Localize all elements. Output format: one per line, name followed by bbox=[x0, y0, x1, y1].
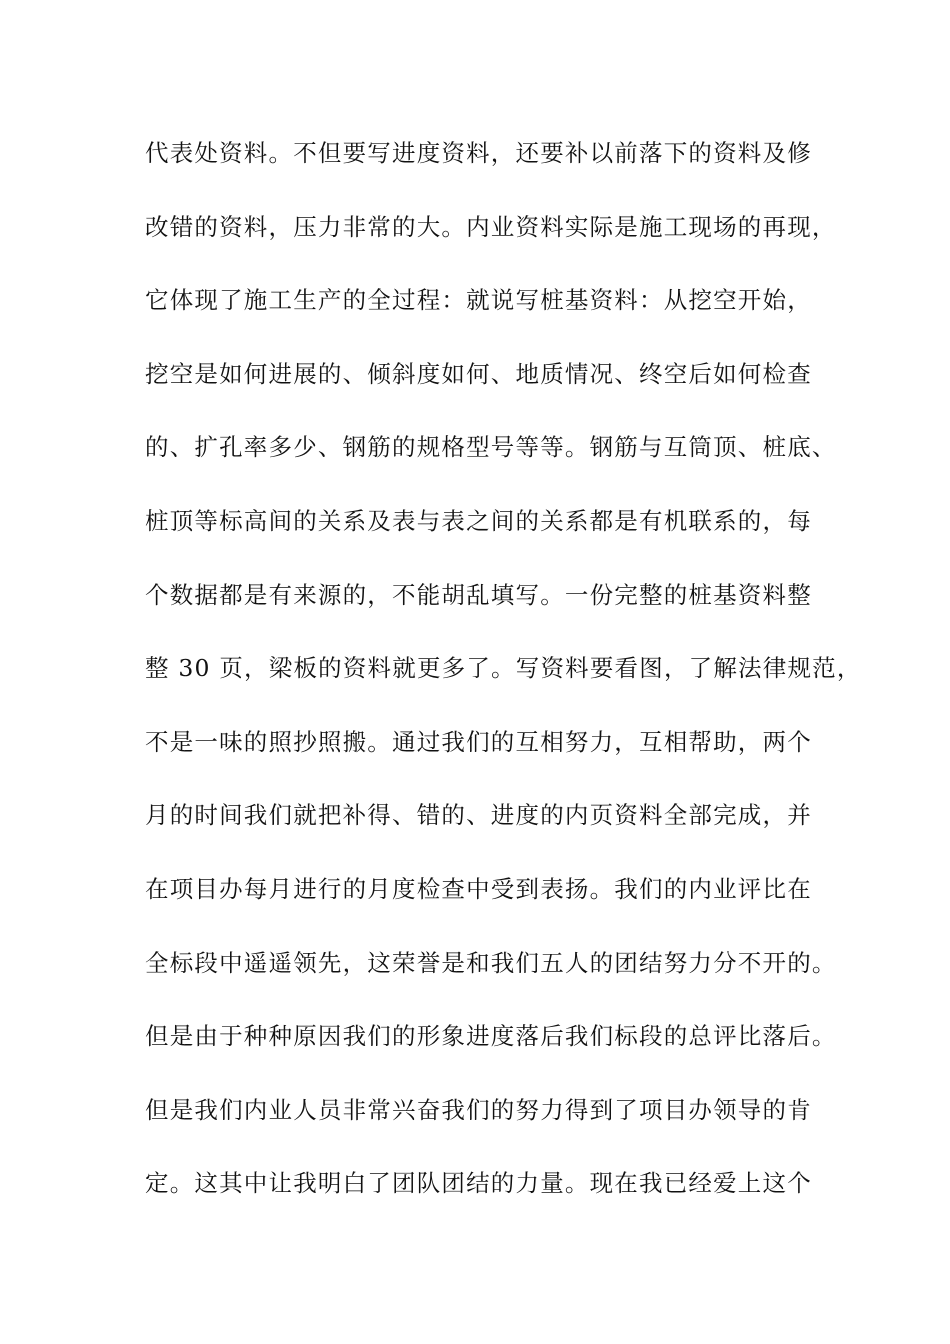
text-line: 桩顶等标高间的关系及表与表之间的关系都是有机联系的，每 bbox=[145, 506, 812, 535]
text-line: 整 30 页，梁板的资料就更多了。写资料要看图，了解法律规范， bbox=[145, 654, 862, 683]
text-line: 全标段中遥遥领先，这荣誉是和我们五人的团结努力分不开的。 bbox=[145, 948, 837, 977]
text-line: 代表处资料。不但要写进度资料，还要补以前落下的资料及修 bbox=[145, 139, 812, 167]
text-line: 的、扩孔率多少、钢筋的规格型号等等。钢筋与互筒顶、桩底、 bbox=[145, 433, 837, 462]
body-text bbox=[145, 130, 862, 1234]
text-line: 但是我们内业人员非常兴奋我们的努力得到了项目办领导的肯 bbox=[145, 1095, 812, 1124]
text-line: 挖空是如何进展的、倾斜度如何、地质情况、终空后如何检查 bbox=[145, 359, 812, 388]
text-line: 改错的资料，压力非常的大。内业资料实际是施工现场的再现， bbox=[145, 212, 837, 241]
text-line: 定。这其中让我明白了团队团结的力量。现在我已经爱上这个 bbox=[145, 1169, 812, 1198]
text-line: 在项目办每月进行的月度检查中受到表扬。我们的内业评比在 bbox=[145, 874, 812, 903]
text-line: 不是一味的照抄照搬。通过我们的互相努力，互相帮助，两个 bbox=[145, 727, 812, 756]
text-line: 但是由于种种原因我们的形象进度落后我们标段的总评比落后。 bbox=[145, 1022, 837, 1051]
text-line: 个数据都是有来源的，不能胡乱填写。一份完整的桩基资料整 bbox=[145, 580, 812, 609]
text-line: 月的时间我们就把补得、错的、进度的内页资料全部完成，并 bbox=[145, 801, 812, 830]
text-line: 它体现了施工生产的全过程：就说写桩基资料：从挖空开始， bbox=[145, 286, 812, 315]
